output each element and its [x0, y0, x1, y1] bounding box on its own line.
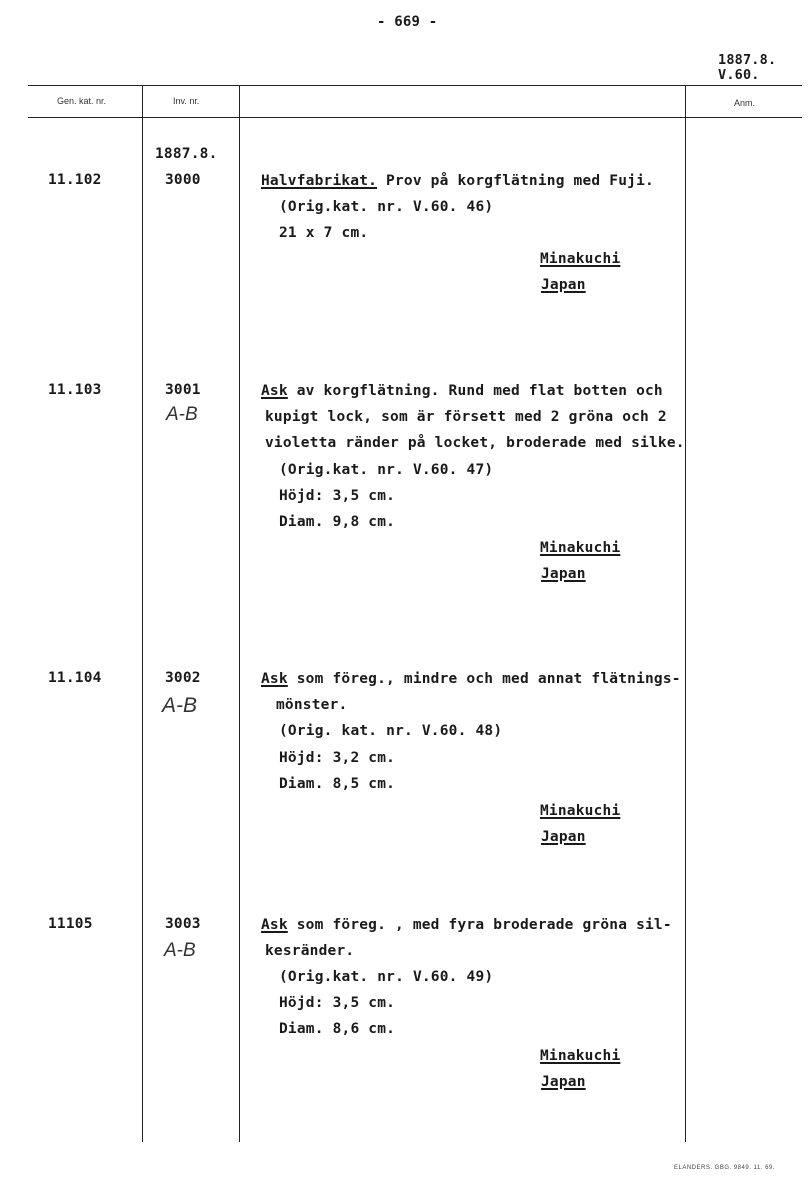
- column-divider-1: [142, 85, 143, 1142]
- column-divider-3: [685, 85, 686, 1142]
- entry-title: Ask: [261, 917, 288, 933]
- entry-place: Minakuchi: [540, 540, 621, 556]
- top-right-ref-cat: V.60.: [718, 67, 760, 83]
- entry-country: Japan: [541, 1074, 586, 1090]
- inv-note-handwritten: A-B: [166, 404, 198, 425]
- entry-country: Japan: [541, 829, 586, 845]
- entry-text-line: Höjd: 3,5 cm.: [279, 488, 396, 504]
- header-anm: Anm.: [734, 98, 756, 108]
- entry-title: Ask: [261, 383, 288, 399]
- gen-kat-nr: 11105: [48, 916, 93, 932]
- entry-text-line: Prov på korgflätning med Fuji.: [386, 173, 654, 189]
- gen-kat-nr: 11.104: [48, 670, 102, 686]
- column-divider-2: [239, 85, 240, 1142]
- entry-text-line: (Orig.kat. nr. V.60. 47): [279, 462, 494, 478]
- inv-nr: 3003: [165, 916, 201, 932]
- entry-text-line: mönster.: [276, 697, 348, 713]
- entry-first-line: [261, 917, 672, 933]
- entry-text-line: Diam. 8,6 cm.: [279, 1021, 396, 1037]
- entry-place: Minakuchi: [540, 1048, 621, 1064]
- gen-kat-nr: 11.102: [48, 172, 102, 188]
- inv-nr: 3002: [165, 670, 201, 686]
- entry-text-line: kesränder.: [265, 943, 355, 959]
- entry-title: Halvfabrikat.: [261, 173, 378, 189]
- entry-text-line: (Orig. kat. nr. V.60. 48): [279, 723, 503, 739]
- group-date: 1887.8.: [155, 146, 218, 162]
- entry-text-line: kupigt lock, som är försett med 2 gröna och 2: [265, 409, 667, 425]
- entry-place: Minakuchi: [540, 251, 621, 267]
- entry-first-line: [261, 173, 654, 189]
- entry-place: Minakuchi: [540, 803, 621, 819]
- inv-nr: 3001: [165, 382, 201, 398]
- entry-text-line: som föreg., mindre och med annat flätnings-: [296, 671, 681, 687]
- gen-kat-nr: 11.103: [48, 382, 102, 398]
- entry-text-line: Diam. 8,5 cm.: [279, 776, 396, 792]
- entry-first-line: [261, 383, 663, 399]
- entry-text-line: Diam. 9,8 cm.: [279, 514, 396, 530]
- page-number: - 669 -: [377, 14, 438, 30]
- entry-text-line: av korgflätning. Rund med flat botten och: [296, 383, 663, 399]
- inv-note-handwritten: A-B: [162, 694, 198, 717]
- entry-text-line: Höjd: 3,2 cm.: [279, 750, 396, 766]
- entry-title: Ask: [261, 671, 288, 687]
- inv-note-handwritten: A-B: [164, 940, 196, 961]
- entry-text-line: violetta ränder på locket, broderade med silke.: [265, 435, 685, 451]
- inv-nr: 3000: [165, 172, 201, 188]
- top-right-ref-date: 1887.8.: [718, 52, 777, 68]
- header-gen-kat-nr: Gen. kat. nr.: [57, 96, 107, 106]
- header-inv-nr: Inv. nr.: [173, 96, 200, 106]
- entry-text-line: (Orig.kat. nr. V.60. 49): [279, 969, 494, 985]
- entry-text-line: (Orig.kat. nr. V.60. 46): [279, 199, 494, 215]
- entry-text-line: Höjd: 3,5 cm.: [279, 995, 396, 1011]
- entry-text-line: 21 x 7 cm.: [279, 225, 369, 241]
- entry-country: Japan: [541, 277, 586, 293]
- entry-text-line: som föreg. , med fyra broderade gröna sil-: [296, 917, 672, 933]
- entry-first-line: [261, 671, 681, 687]
- printer-imprint: ELANDERS. GBG. 9849. 11. 69.: [674, 1165, 775, 1171]
- entry-country: Japan: [541, 566, 586, 582]
